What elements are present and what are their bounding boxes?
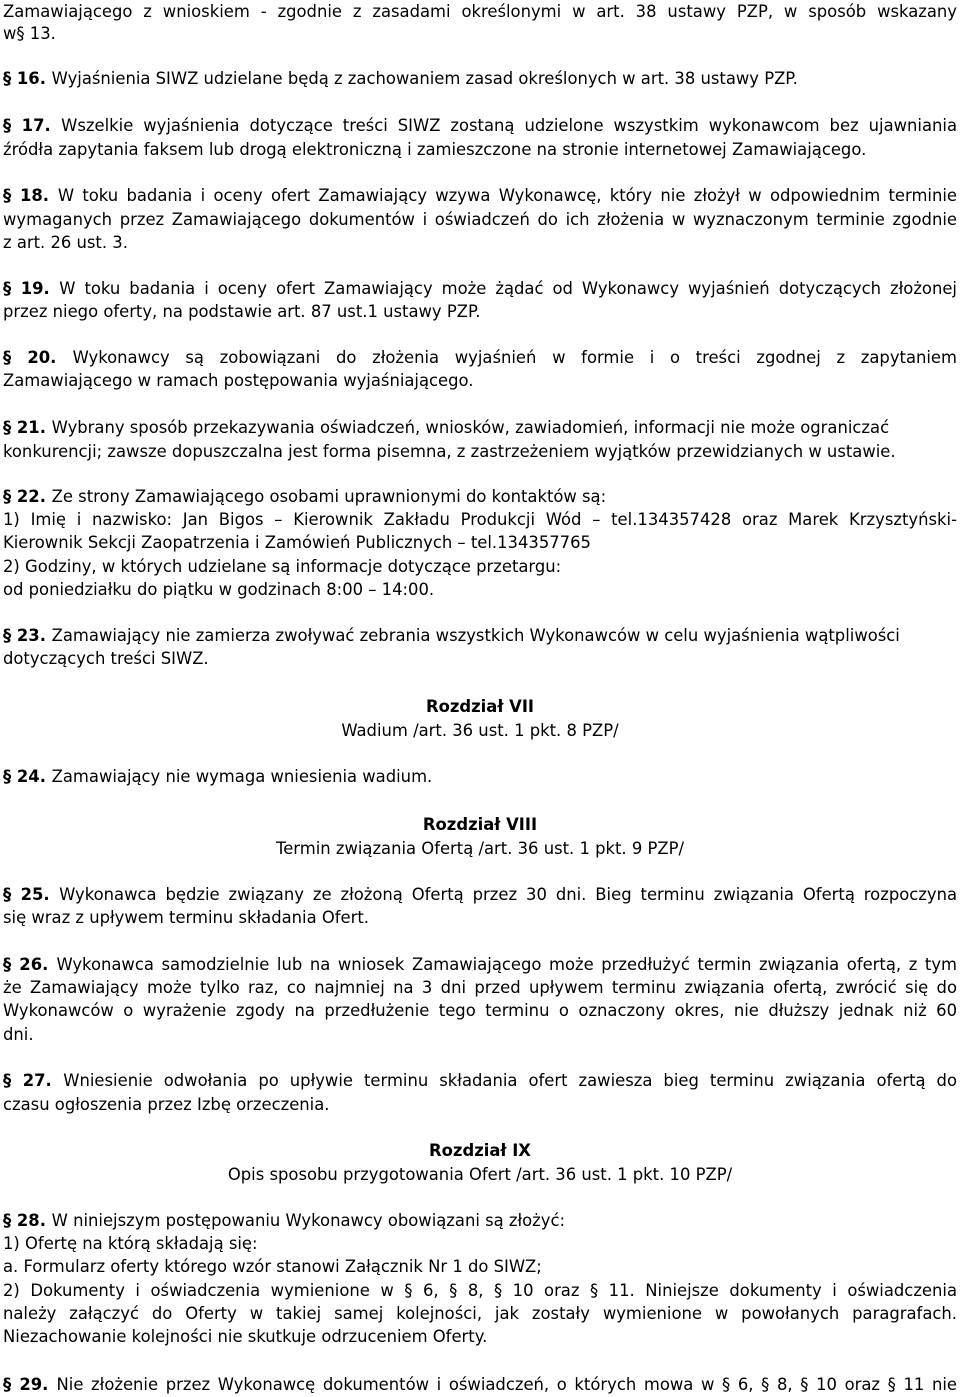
section-number: § 26. <box>3 955 57 974</box>
paragraph-line <box>3 277 957 300</box>
paragraph-line <box>3 1093 957 1116</box>
line-text: Rozdział VII <box>425 697 535 716</box>
section-number: § 17. <box>3 116 62 135</box>
paragraph-line <box>3 1255 957 1278</box>
line-text: Kierownik Sekcji Zaopatrzenia i Zamówień Publicznych – tel.134357765 <box>3 533 591 552</box>
paragraph-line <box>3 1302 957 1325</box>
paragraph-line <box>3 555 957 578</box>
chapter-subtitle <box>3 1163 957 1186</box>
line-text: Wykonawca samodzielnie lub na wniosek Zamawiającego może przedłużyć termin związania ofertą, z tym <box>56 955 957 974</box>
line-text: Wykonawcy są zobowiązani do złożenia wyjaśnień w formie i o treści zgodnej z zapytaniem <box>72 348 957 367</box>
paragraph-line <box>3 231 957 254</box>
line-text: Rozdział IX <box>429 1141 531 1160</box>
paragraph-line <box>3 508 957 531</box>
line-text: się wraz z upływem terminu składania Ofert. <box>3 908 369 927</box>
line-text: Wyjaśnienia SIWZ udzielane będą z zachowaniem zasad określonych w art. 38 ustawy PZP. <box>51 69 798 88</box>
line-text: Wadium /art. 36 ust. 1 pkt. 8 PZP/ <box>341 721 619 740</box>
line-text: W toku badania i oceny ofert Zamawiający może żądać od Wykonawcy wyjaśnień dotyczących złożonej <box>59 279 957 298</box>
paragraph-line <box>3 346 957 369</box>
line-text: Ze strony Zamawiającego osobami uprawnionymi do kontaktów są: <box>51 487 607 506</box>
line-text: Zamawiający nie zamierza zwoływać zebrania wszystkich Wykonawców w celu wyjaśnienia wątpliwości <box>51 626 900 645</box>
section-number: § 22. <box>3 487 52 506</box>
paragraph-line <box>3 1069 957 1092</box>
paragraph-line <box>3 1373 957 1396</box>
section-number: § 23. <box>3 626 52 645</box>
chapter-subtitle <box>3 837 957 860</box>
line-text: Rozdział VIII <box>422 815 538 834</box>
line-text: źródła zapytania faksem lub drogą elektroniczną i zamieszczone na stronie internetowej Zamawiającego. <box>3 140 867 159</box>
line-text: w§ 13. <box>3 24 56 43</box>
paragraph-line <box>3 976 957 999</box>
paragraph-line <box>3 440 957 463</box>
paragraph-line <box>3 953 957 976</box>
line-text: 1) Imię i nazwisko: Jan Bigos – Kierownik Zakładu Produkcji Wód – tel.134357428 oraz Marek Krzysztyński- <box>3 510 957 529</box>
line-text: przez niego oferty, na podstawie art. 87 ust.1 ustawy PZP. <box>3 302 481 321</box>
line-text: Niezachowanie kolejności nie skutkuje odrzuceniem Oferty. <box>3 1327 488 1346</box>
paragraph-line <box>3 22 957 45</box>
paragraph-line <box>3 1325 957 1348</box>
line-text: Wniesienie odwołania po upływie terminu składania ofert zawiesza bieg terminu związania ofertą do <box>63 1071 957 1090</box>
paragraph-line <box>3 67 957 90</box>
paragraph-line <box>3 1279 957 1302</box>
paragraph-line <box>3 369 957 392</box>
line-text: 1) Ofertę na którą składają się: <box>3 1234 258 1253</box>
paragraph-line <box>3 300 957 323</box>
paragraph-line <box>3 416 957 439</box>
paragraph-line <box>3 1209 957 1232</box>
line-text: W toku badania i oceny ofert Zamawiający wzywa Wykonawcę, który nie złożył w odpowiednim terminie <box>57 186 957 205</box>
section-number: § 18. <box>3 186 58 205</box>
paragraph-line <box>3 765 957 788</box>
section-number: § 16. <box>3 69 52 88</box>
section-number: § 29. <box>3 1375 57 1394</box>
section-number: § 19. <box>3 279 60 298</box>
line-text: dni. <box>3 1025 34 1044</box>
section-number: § 27. <box>3 1071 64 1090</box>
section-number: § 28. <box>3 1211 52 1230</box>
line-text: że Zamawiający może tylko raz, co najmniej na 3 dni przed upływem terminu związania ofertą, zwrócić się do <box>3 978 957 997</box>
chapter-subtitle <box>3 719 957 742</box>
section-number: § 25. <box>3 885 60 904</box>
chapter-title <box>3 1139 957 1162</box>
line-text: a. Formularz oferty którego wzór stanowi Załącznik Nr 1 do SIWZ; <box>3 1257 542 1276</box>
line-text: Opis sposobu przygotowania Ofert /art. 36 ust. 1 pkt. 10 PZP/ <box>227 1165 733 1184</box>
paragraph-line <box>3 906 957 929</box>
line-text: dotyczących treści SIWZ. <box>3 649 209 668</box>
paragraph-line <box>3 578 957 601</box>
chapter-title <box>3 813 957 836</box>
section-number: § 20. <box>3 348 73 367</box>
chapter-title <box>3 695 957 718</box>
line-text: Termin związania Ofertą /art. 36 ust. 1 pkt. 9 PZP/ <box>275 839 685 858</box>
line-text: Zamawiającego z wnioskiem - zgodnie z zasadami określonymi w art. 38 ustawy PZP, w sposób wskazany <box>3 2 957 21</box>
paragraph-line <box>3 999 957 1022</box>
paragraph-line <box>3 1023 957 1046</box>
paragraph-line <box>3 114 957 137</box>
line-text: od poniedziałku do piątku w godzinach 8:00 – 14:00. <box>3 580 435 599</box>
line-text: Wykonawca będzie związany ze złożoną Ofertą przez 30 dni. Bieg terminu związania Ofertą rozpoczyna <box>59 885 957 904</box>
line-text: Wszelkie wyjaśnienia dotyczące treści SIWZ zostaną udzielone wszystkim wykonawcom bez ujawniania <box>61 116 957 135</box>
line-text: wymaganych przez Zamawiającego dokumentów i oświadczeń do ich złożenia w wyznaczonym terminie zgodnie <box>3 210 957 229</box>
paragraph-line <box>3 485 957 508</box>
line-text: czasu ogłoszenia przez Izbę orzeczenia. <box>3 1095 330 1114</box>
paragraph-line <box>3 184 957 207</box>
section-number: § 21. <box>3 418 52 437</box>
line-text: konkurencji; zawsze dopuszczalna jest forma pisemna, z zastrzeżeniem wyjątków przewidzianych w ustawie. <box>3 442 896 461</box>
section-number: § 24. <box>3 767 52 786</box>
line-text: z art. 26 ust. 3. <box>3 233 128 252</box>
paragraph-line <box>3 138 957 161</box>
line-text: Wybrany sposób przekazywania oświadczeń, wniosków, zawiadomień, informacji nie może ograniczać <box>51 418 890 437</box>
line-text: Zamawiającego w ramach postępowania wyjaśniającego. <box>3 371 474 390</box>
paragraph-line <box>3 1232 957 1255</box>
line-text: należy załączyć do Oferty w takiej samej kolejności, jak zostały wymienione w powołanych paragrafach. <box>3 1304 957 1323</box>
line-text: 2) Dokumenty i oświadczenia wymienione w § 6, § 8, § 10 oraz § 11. Niniejsze dokumenty i oświadczenia <box>3 1281 957 1300</box>
line-text: W niniejszym postępowaniu Wykonawcy obowiązani są złożyć: <box>51 1211 566 1230</box>
paragraph-line <box>3 0 957 23</box>
paragraph-line <box>3 624 957 647</box>
paragraph-line <box>3 208 957 231</box>
line-text: Wykonawców o wyrażenie zgody na przedłużenie tego terminu o oznaczony okres, nie dłuższy jednak niż 60 <box>3 1001 957 1020</box>
line-text: Nie złożenie przez Wykonawcę dokumentów i oświadczeń, o których mowa w § 6, § 8, § 10 oraz § 11 nie <box>56 1375 957 1394</box>
line-text: Zamawiający nie wymaga wniesienia wadium. <box>51 767 433 786</box>
line-text: 2) Godziny, w których udzielane są informacje dotyczące przetargu: <box>3 557 562 576</box>
paragraph-line <box>3 531 957 554</box>
paragraph-line <box>3 647 957 670</box>
paragraph-line <box>3 883 957 906</box>
